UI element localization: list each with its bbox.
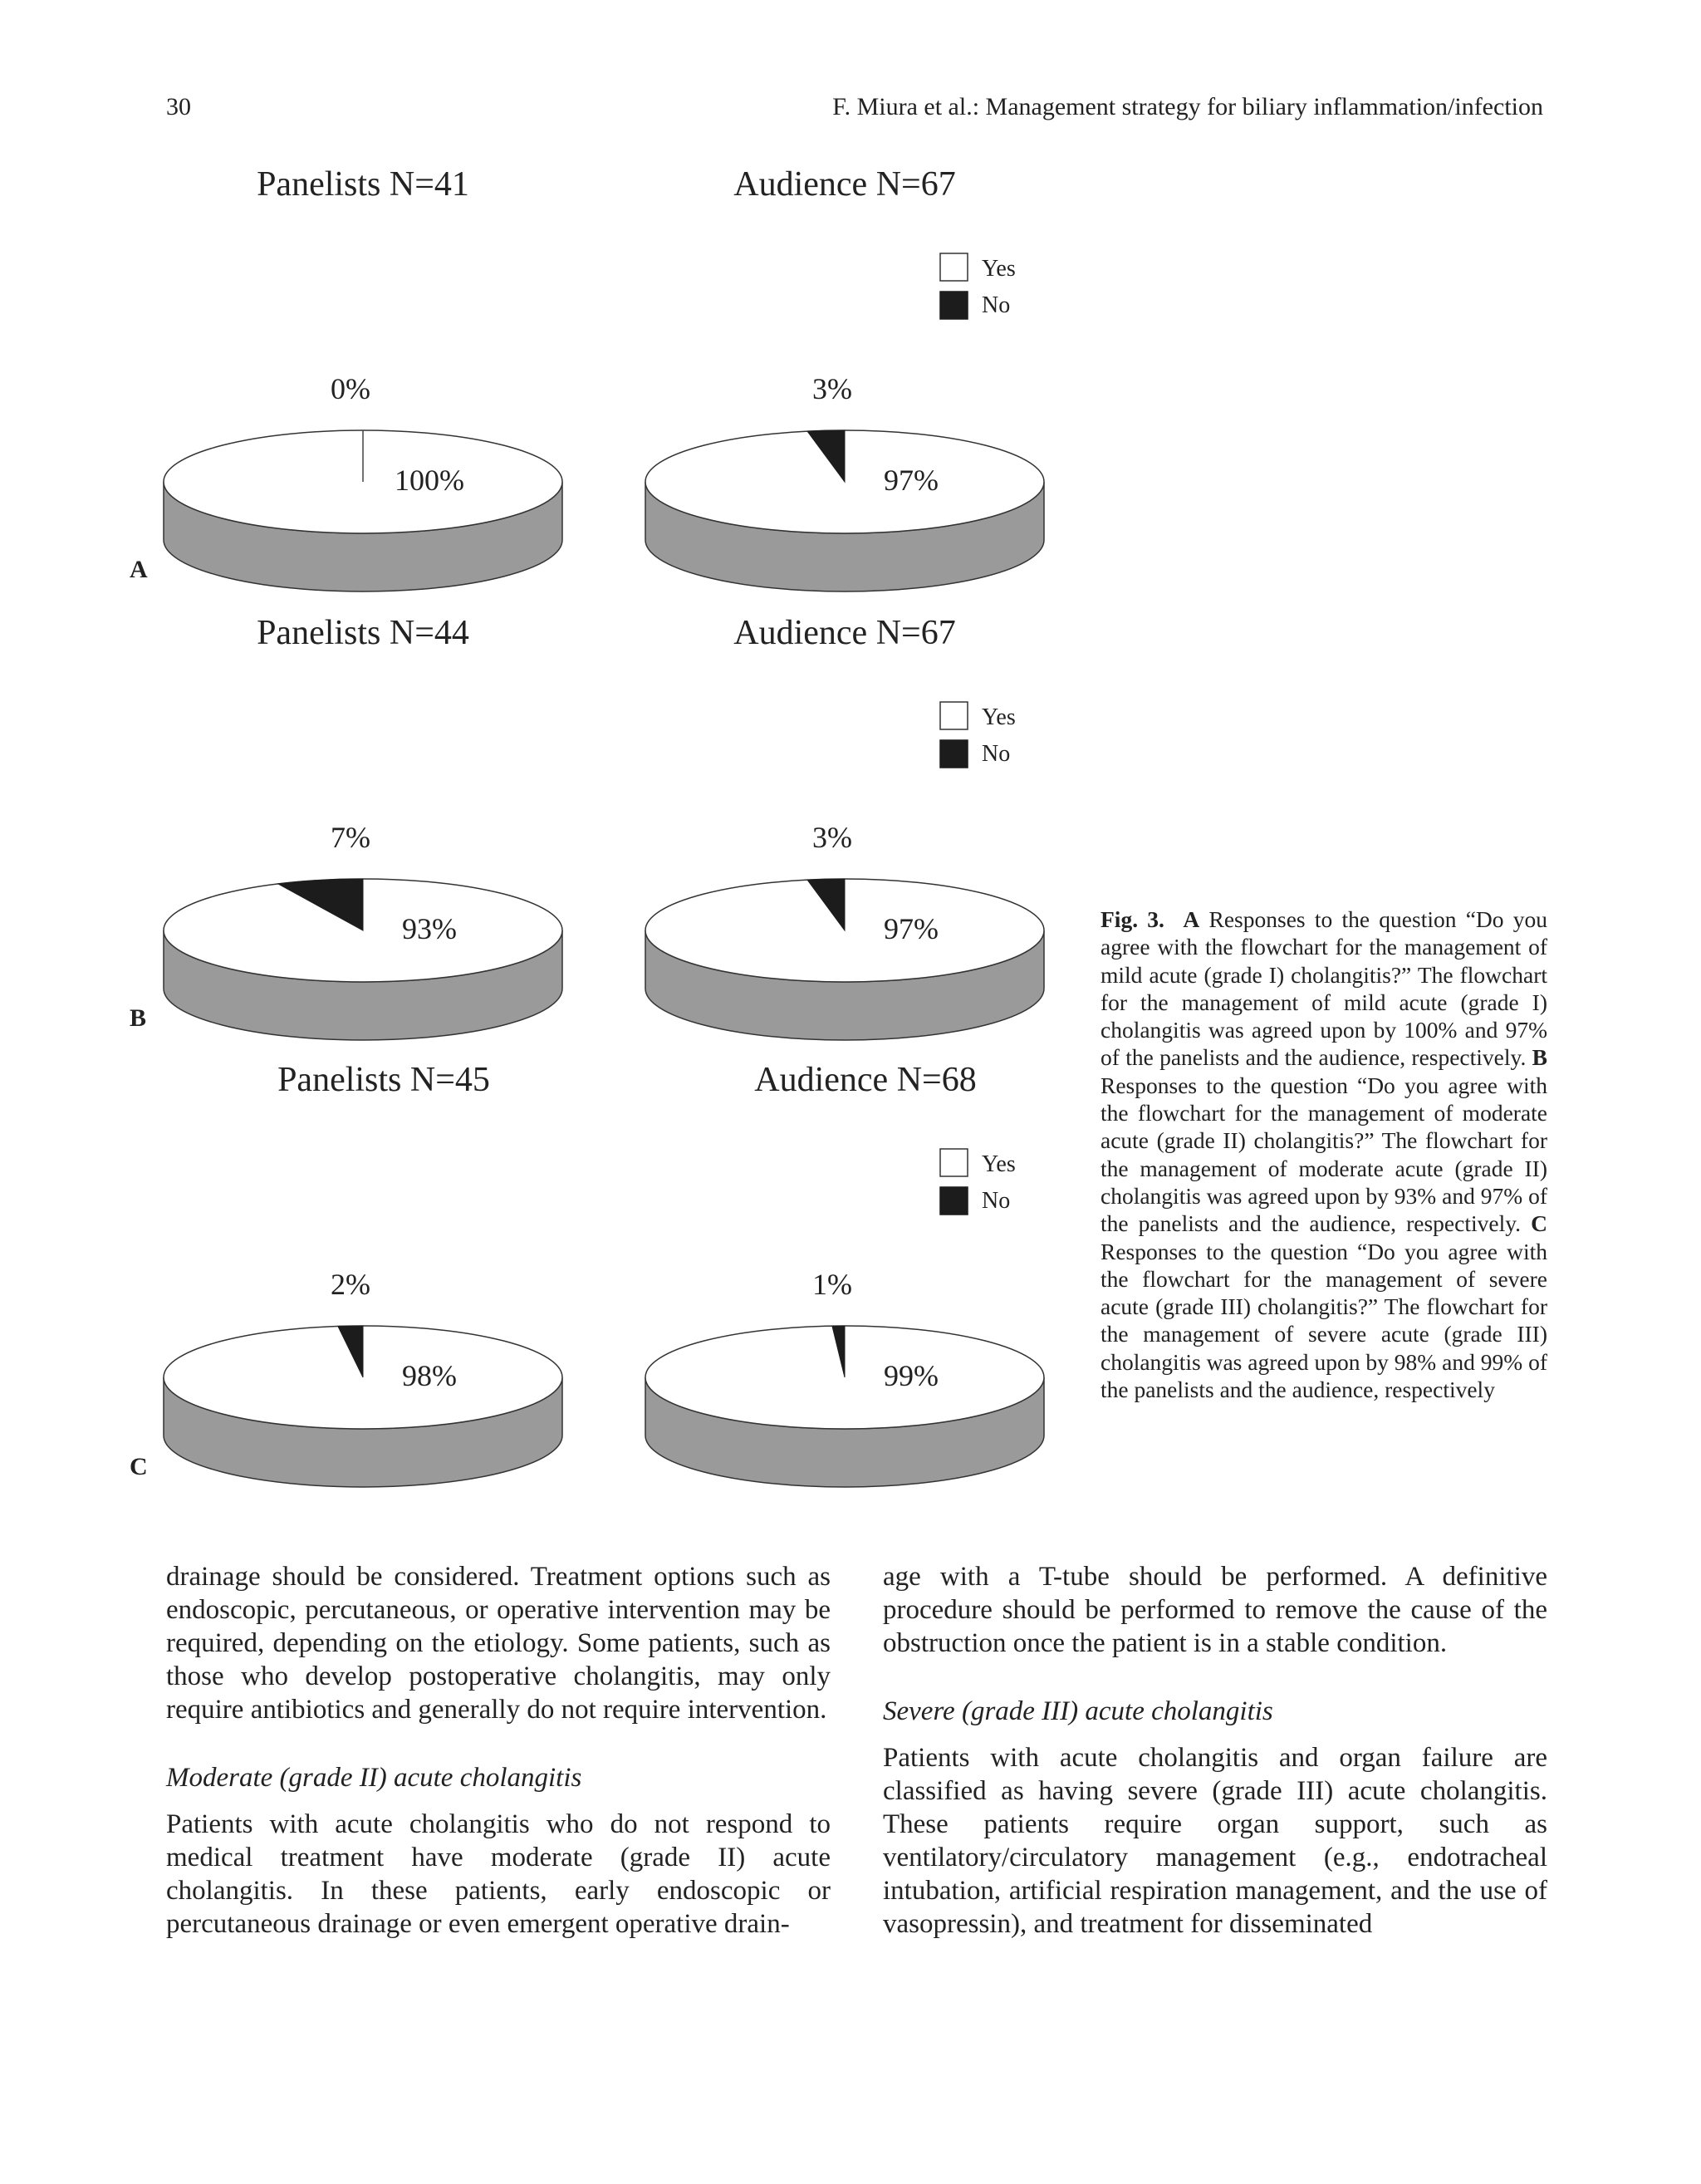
pie-label-yes: 97% [884, 912, 939, 945]
legend-swatch-no [940, 292, 968, 319]
legend-swatch-yes [940, 253, 968, 281]
panel-letter: C [130, 1453, 148, 1480]
page-number: 30 [166, 93, 191, 120]
figure-caption [1101, 906, 1547, 1403]
body-paragraph: age with a T-tube should be performed. A definitive procedure should be performed to remove the cause of the obstruction once the patient is in a stable condition. [883, 1562, 1547, 1658]
legend-swatch-no [940, 740, 968, 768]
pie-label-no: 1% [812, 1268, 852, 1301]
pie-title: Audience N=67 [733, 165, 956, 204]
body-column-right [883, 1560, 1547, 1941]
section-heading-moderate: Moderate (grade II) acute cholangitis [166, 1763, 582, 1793]
section-heading-severe: Severe (grade III) acute cholangitis [883, 1696, 1273, 1726]
pie-label-no: 0% [331, 372, 370, 405]
caption-fig-label: Fig. 3. [1101, 906, 1164, 932]
pie-label-no: 3% [812, 372, 852, 405]
pie-label-yes: 97% [884, 464, 939, 497]
pie-label-yes: 93% [402, 912, 457, 945]
caption-text-b: Responses to the question “Do you agree with the flowchart for the management of moderate acute (grade II) cholangitis?” The flowchart for the management of moderate acute (grade II) cholangitis was agreed upon by 93% and 97% of the panelists and the audience, respectively. [1101, 1072, 1547, 1237]
legend-label-no: No [982, 741, 1011, 767]
legend-label-yes: Yes [982, 1151, 1016, 1177]
pie-label-no: 3% [812, 821, 852, 854]
pie-title: Panelists N=41 [257, 165, 469, 204]
pie-label-yes: 99% [884, 1359, 939, 1392]
caption-text-a: Responses to the question “Do you agree with the flowchart for the management of mild acute (grade I) cholangitis?” The flowchart for the management of mild acute (grade I) cholangitis was agreed upon by 100% and 97% of the panelists and the audience, respectively. [1101, 906, 1547, 1071]
pie-label-no: 2% [331, 1268, 370, 1301]
legend-label-no: No [982, 292, 1011, 318]
caption-letter-c: C [1531, 1210, 1547, 1237]
pie-chart-figure [116, 154, 1088, 1508]
figure-3 [116, 154, 1088, 1508]
legend-swatch-yes [940, 1149, 968, 1176]
pie-title: Audience N=68 [754, 1061, 977, 1099]
body-column-left [166, 1560, 831, 1941]
pie-label-yes: 100% [395, 464, 464, 497]
body-paragraph: Patients with acute cholangitis and organ failure are classified as having severe (grade III) acute cholangitis. These patients require organ support, such as ventilatory/circulatory management (e.g., endotracheal intubation, artificial respiration management, and the use of vasopressin), and treatment for disseminated [883, 1743, 1547, 1939]
legend-label-yes: Yes [982, 704, 1016, 730]
body-paragraph: Patients with acute cholangitis who do not respond to medical treatment have moderate (grade II) acute cholangitis. In these patients, early endoscopic or percutaneous drainage or even emergent operative drain- [166, 1809, 831, 1939]
legend-swatch-no [940, 1187, 968, 1215]
pie-label-yes: 98% [402, 1359, 457, 1392]
pie-title: Panelists N=44 [257, 614, 469, 652]
caption-letter-a: A [1183, 906, 1200, 932]
legend-label-no: No [982, 1188, 1011, 1214]
running-title: F. Miura et al.: Management strategy for biliary inflammation/infection [832, 93, 1543, 120]
body-paragraph: drainage should be considered. Treatment options such as endoscopic, percutaneous, or operative intervention may be required, depending on the etiology. Some patients, such as those who develop postoperative cholangitis, may only require antibiotics and generally do not require intervention. [166, 1562, 831, 1725]
pie-title: Audience N=67 [733, 614, 956, 652]
caption-letter-b: B [1532, 1044, 1547, 1071]
panel-letter: A [130, 556, 148, 583]
caption-text-c: Responses to the question “Do you agree with the flowchart for the management of severe acute (grade III) cholangitis?” The flowchart for the management of severe acute (grade III) cholangitis was agreed upon by 98% and 99% of the panelists and the audience, respectively [1101, 1238, 1547, 1403]
pie-title: Panelists N=45 [277, 1061, 490, 1099]
legend-label-yes: Yes [982, 256, 1016, 282]
panel-letter: B [130, 1004, 147, 1032]
legend-swatch-yes [940, 702, 968, 729]
pie-label-no: 7% [331, 821, 370, 854]
